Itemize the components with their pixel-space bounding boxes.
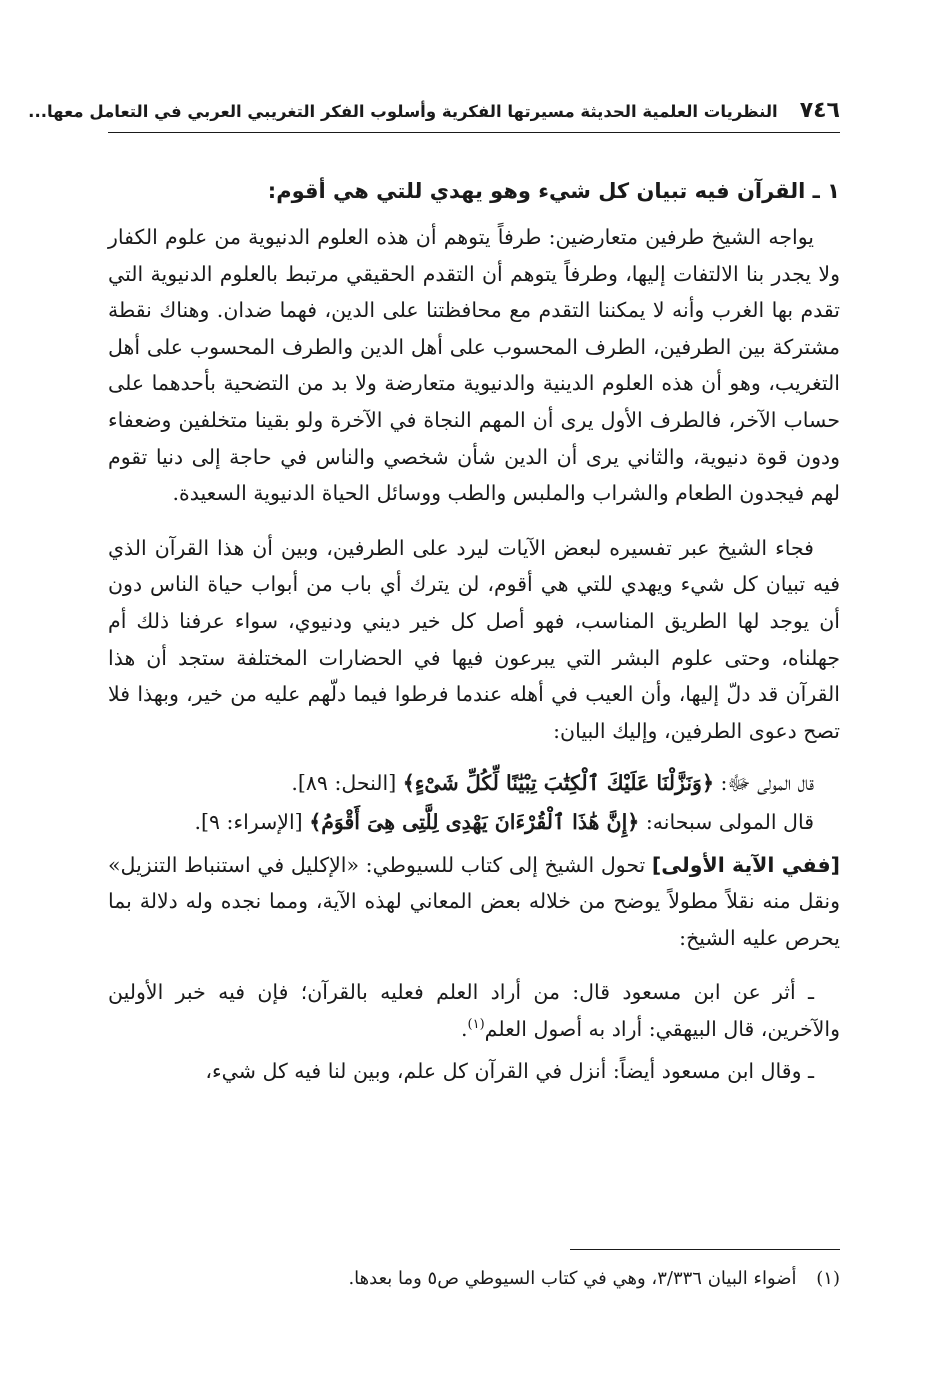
quote-1-verse: ﴿وَنَزَّلْنَا عَلَيْكَ ٱلْكِتَٰبَ تِبْيَٰنًا لِّكُلِّ شَىْءٍ﴾ (402, 771, 714, 796)
paragraph-4-end: . (461, 1016, 468, 1041)
footnote-marker[interactable]: (١) (467, 1017, 485, 1033)
paragraph-3-text: تحول الشيخ إلى كتاب للسيوطي: «الإكليل في استنباط التنزيل» ونقل منه نقلاً مطولاً يوضح من خلاله بعض المعاني لهذه الآية، ومما نجده وله دلالة بما يحرص عليه الشيخ: (108, 852, 840, 950)
quote-2-lead: قال المولى سبحانه: (645, 809, 814, 834)
quote-2-reference: [الإسراء: ٩]. (194, 809, 303, 834)
quran-quote-2 (108, 804, 840, 841)
quote-2-verse: ﴿إِنَّ هَٰذَا ٱلْقُرْءَانَ يَهْدِى لِلَّتِى هِىَ أَقْوَمُ﴾ (309, 809, 640, 834)
paragraph-2: فجاء الشيخ عبر تفسيره لبعض الآيات ليرد على الطرفين، وبين أن هذا القرآن الذي فيه تبيان كل شيء ويهدي للتي هي أقوم، لن يترك أي باب من أبواب حياة الناس دون أن يوجد لها الطريق المناسب، فهو أصل كل خير ديني ودنيوي، سواء عرفنا ذلك أم جهلناه، وحتى علوم البشر التي يبرعون فيها في الحضارات المختلفة ستجد أن هذا القرآن قد دلّ إليها، وأن العيب في أهله عندما فرطوا فيما دلّهم عليه من خير، وبهذا فلا تصح دعوى الطرفين، وإليك البيان: (108, 535, 840, 743)
paragraph-3-lead: [ففي الآية الأولى] (651, 852, 841, 877)
paragraph-4 (108, 974, 840, 1047)
footnote-number: (١) (816, 1268, 840, 1289)
page-number: ٧٤٦ (799, 98, 840, 123)
quran-quote-1 (108, 765, 840, 802)
paragraph-3 (108, 847, 840, 957)
footnote-text: أضواء البيان ٣/٣٣٦، وهي في كتاب السيوطي ص٥ وما بعدها. (348, 1268, 797, 1289)
quote-1-reference: [النحل: ٨٩]. (291, 771, 397, 796)
footnote-1 (108, 1264, 840, 1294)
paragraph-1: يواجه الشيخ طرفين متعارضين: طرفاً يتوهم أن هذه العلوم الدنيوية من علوم الكفار ولا يجدر بنا الالتفات إليها، وطرفاً يتوهم أن التقدم الحقيقي مرتبط بالعلوم الدنيوية التي تقدم بها الغرب وأنه لا يمكننا التقدم مع محافظتنا على الدين، فهما ضدان. وهناك نقطة مشتركة بين الطرفين، الطرف المحسوب على أهل الدين والطرف المحسوب على أهل التغريب، وهو أن هذه العلوم الدينية والدنيوية متعارضة ولا بد من التضحية بأحدهما على حساب الآخر، فالطرف الأول يرى أن المهم النجاة في الآخرة ولو بقينا متخلفين وضعفاء ودون قوة دنيوية، والثاني يرى أن الدين شأن شخصي والناس في حاجة إلى دنيا تقوم لهم فيجدون الطعام والشراب والملبس والطب ووسائل الحياة الدنيوية السعيدة. (108, 225, 840, 506)
footnote-divider (570, 1249, 840, 1250)
running-title: النظريات العلمية الحديثة مسيرتها الفكرية وأسلوب الفكر التغريبي العربي في التعامل معها... (28, 102, 778, 121)
quote-1-lead: قال المولى ﷻ: (720, 771, 814, 796)
section-heading: ١ ـ القرآن فيه تبيان كل شيء وهو يهدي للتي هي أقوم: (267, 179, 840, 203)
paragraph-4-text: ـ أثر عن ابن مسعود قال: من أراد العلم فعليه بالقرآن؛ فإن فيه خبر الأولين والآخرين، قال البيهقي: أراد به أصول العلم (108, 980, 840, 1041)
page-body (28, 98, 841, 1090)
page-header (28, 98, 840, 133)
paragraph-5: ـ وقال ابن مسعود أيضاً: أنزل في القرآن كل علم، وبين لنا فيه كل شيء، (205, 1059, 814, 1084)
